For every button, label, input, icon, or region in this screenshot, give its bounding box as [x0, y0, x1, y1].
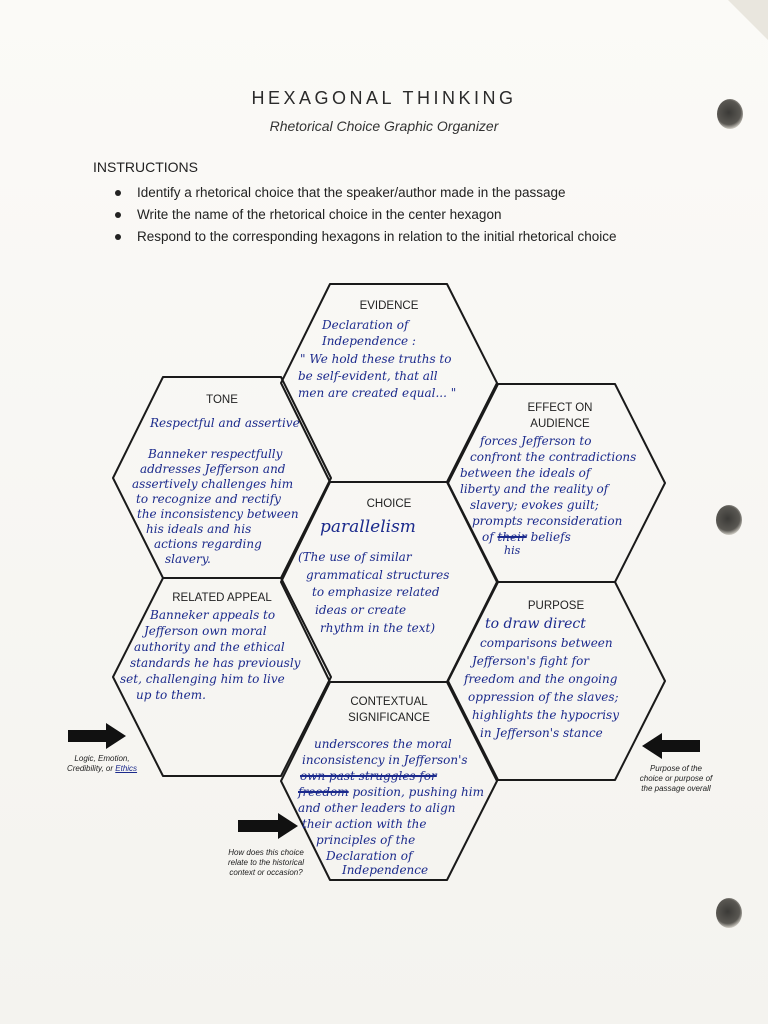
choice-label: CHOICE [366, 498, 412, 510]
related-appeal-label: RELATED APPEAL [172, 592, 272, 604]
effect-label-line: AUDIENCE [530, 418, 590, 430]
evidence-line: be self-evident, that all [298, 369, 438, 383]
choice-line: to emphasize related [312, 585, 440, 599]
side-note-word: Credibility, or [66, 764, 114, 773]
tone-line: slavery. [165, 552, 211, 566]
contextual-line: their action with the [302, 817, 427, 831]
effect-line: between the ideals of [460, 466, 591, 480]
side-note-ethics: Ethics [115, 764, 138, 773]
related-line: authority and the ethical [134, 640, 285, 654]
side-note-line: the passage overall [641, 784, 711, 793]
tone-line: the inconsistency between [137, 507, 299, 521]
related-line: Jefferson own moral [144, 624, 267, 638]
evidence-line: men are created equal... " [298, 386, 457, 400]
effect-label [505, 400, 615, 432]
side-note-context [216, 848, 316, 878]
contextual-word: position, pushing him [352, 785, 484, 799]
purpose-label: PURPOSE [527, 600, 585, 612]
tone-line: addresses Jefferson and [140, 462, 286, 476]
purpose-line: comparisons between [480, 636, 613, 650]
contextual-line [298, 785, 484, 800]
side-note-line: How does this choice [228, 848, 304, 857]
effect-line: prompts reconsideration [472, 514, 623, 528]
purpose-line: to draw direct [485, 616, 586, 632]
contextual-struck-line: own past struggles for [300, 769, 437, 783]
contextual-line: Declaration of [326, 849, 413, 863]
choice-answer: parallelism [320, 517, 416, 537]
effect-label-line: EFFECT ON [527, 402, 593, 414]
effect-line-last [482, 530, 571, 545]
side-note-line: Purpose of the [649, 764, 703, 773]
contextual-line: underscores the moral [314, 737, 452, 751]
contextual-label-line: SIGNIFICANCE [348, 712, 430, 724]
effect-line: slavery; evokes guilt; [470, 498, 599, 512]
side-note-purpose [626, 764, 726, 794]
side-note-line: relate to the historical [227, 858, 305, 867]
choice-line: grammatical structures [306, 568, 450, 582]
tone-line: Respectful and assertive [150, 416, 300, 430]
evidence-label: EVIDENCE [359, 300, 419, 312]
purpose-line: in Jefferson's stance [480, 726, 603, 740]
instructions-heading: INSTRUCTIONS [93, 159, 198, 175]
tone-line: actions regarding [154, 537, 262, 551]
effect-line: forces Jefferson to [480, 434, 592, 448]
tone-line: Banneker respectfully [148, 447, 283, 461]
contextual-label [333, 694, 445, 726]
instruction-item: Identify a rhetorical choice that the speaker/author made in the passage [112, 182, 617, 204]
related-line: up to them. [136, 688, 206, 702]
instruction-item: Write the name of the rhetorical choice in the center hexagon [112, 204, 617, 226]
instruction-item: Respond to the corresponding hexagons in relation to the initial rhetorical choice [112, 226, 617, 248]
page-title: HEXAGONAL THINKING [251, 88, 517, 108]
effect-line: liberty and the reality of [460, 482, 609, 496]
tone-label: TONE [206, 394, 238, 406]
purpose-line: highlights the hypocrisy [472, 708, 619, 722]
related-line: Banneker appeals to [150, 608, 276, 622]
choice-line: ideas or create [315, 603, 407, 617]
evidence-line: Declaration of [322, 318, 409, 332]
tone-line: his ideals and his [146, 522, 252, 536]
contextual-line: Independence [342, 863, 429, 877]
arrow-right-icon [238, 813, 300, 839]
tone-line: to recognize and rectify [136, 492, 281, 506]
side-note-line [46, 764, 158, 774]
effect-line: confront the contradictions [470, 450, 637, 464]
purpose-line: oppression of the slaves; [468, 690, 619, 704]
purpose-line: Jefferson's fight for [472, 654, 590, 668]
contextual-label-line: CONTEXTUAL [350, 696, 428, 708]
contextual-line: principles of the [316, 833, 416, 847]
choice-line: (The use of similar [298, 550, 412, 564]
side-note-line: Logic, Emotion, [74, 754, 130, 763]
effect-word: beliefs [530, 530, 571, 544]
side-note-line: choice or purpose of [639, 774, 713, 783]
related-line: set, challenging him to live [120, 672, 285, 686]
side-note-line: context or occasion? [229, 868, 303, 877]
related-line: standards he has previously [130, 656, 301, 670]
contextual-struck-word: freedom [298, 785, 349, 799]
purpose-line: freedom and the ongoing [464, 672, 618, 686]
evidence-line: Independence : [322, 334, 416, 348]
effect-word: of [482, 530, 494, 544]
contextual-line: and other leaders to align [298, 801, 456, 815]
arrow-right-icon [68, 723, 128, 749]
choice-line: rhythm in the text) [320, 621, 436, 635]
arrow-left-icon [642, 733, 702, 759]
tone-line: assertively challenges him [132, 477, 294, 491]
evidence-line: " We hold these truths to [300, 352, 452, 366]
effect-struck-word: their [497, 530, 527, 544]
page-subtitle: Rhetorical Choice Graphic Organizer [269, 118, 499, 134]
effect-insert-word: his [504, 544, 521, 557]
contextual-line: inconsistency in Jefferson's [302, 753, 468, 767]
side-note-appeal [46, 754, 158, 774]
